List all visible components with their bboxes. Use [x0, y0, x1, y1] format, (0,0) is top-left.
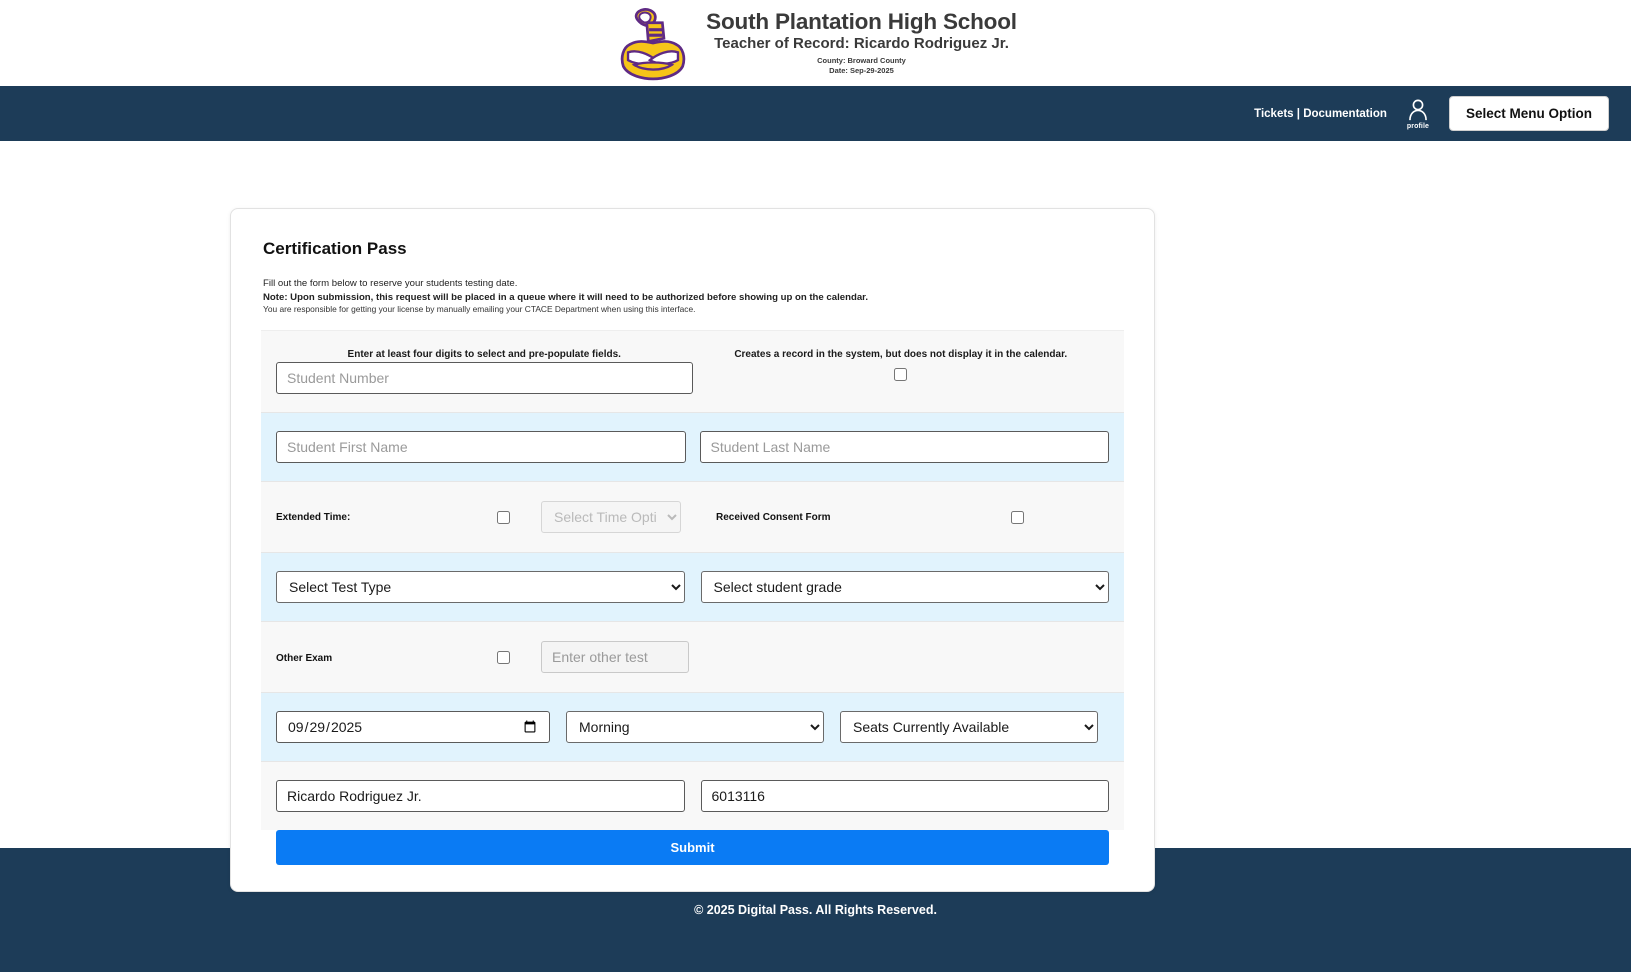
copyright-text: © 2025 Digital Pass. All Rights Reserved. — [694, 903, 937, 917]
header-meta — [706, 56, 1017, 76]
nav-tickets-link[interactable]: Tickets — [1254, 107, 1294, 120]
seats-available-select[interactable] — [840, 711, 1098, 743]
main-navbar — [0, 86, 1631, 141]
county-line: County: Broward County — [817, 55, 906, 65]
teacher-name-input[interactable] — [276, 780, 685, 812]
session-select[interactable] — [566, 711, 824, 743]
extended-time-checkbox[interactable] — [497, 511, 510, 524]
date-line: Date: Sep-29-2025 — [829, 65, 894, 75]
student-first-name-input[interactable] — [276, 431, 686, 463]
teacher-number-input[interactable] — [701, 780, 1110, 812]
page-title: Certification Pass — [263, 239, 407, 258]
row-other-exam — [261, 622, 1124, 693]
select-menu-option-button[interactable]: Select Menu Option — [1449, 96, 1609, 131]
test-type-select[interactable] — [276, 571, 685, 603]
form-rows — [261, 330, 1124, 830]
submit-button[interactable]: Submit — [276, 830, 1109, 865]
row-schedule — [261, 693, 1124, 762]
row-student-names — [261, 413, 1124, 482]
student-number-input[interactable] — [276, 362, 693, 394]
user-profile-icon — [1407, 98, 1429, 122]
description-line-2: Note: Upon submission, this request will be placed in a queue where it will need to be authorized before showing up on the calendar. — [263, 291, 869, 303]
header-text-block — [706, 10, 1017, 76]
school-name: South Plantation High School — [706, 9, 1017, 35]
school-logo-icon — [614, 4, 692, 82]
row-extended-time — [261, 482, 1124, 553]
submit-area — [261, 830, 1124, 891]
student-last-name-input[interactable] — [700, 431, 1110, 463]
other-exam-label: Other Exam — [276, 653, 333, 665]
page-body — [0, 141, 1631, 856]
row-teacher-info — [261, 762, 1124, 830]
nav-links[interactable] — [1254, 108, 1387, 120]
hidden-record-checkbox[interactable] — [894, 368, 907, 381]
nav-separator: | — [1293, 107, 1304, 120]
row-test-selection — [261, 553, 1124, 622]
site-header — [0, 0, 1631, 86]
profile-label: profile — [1406, 122, 1429, 130]
description-line-3: You are responsible for getting your license by manually emailing your CTACE Department when using this interface. — [263, 304, 696, 315]
hint-prepopulate: Enter at least four digits to select and pre-populate fields. — [347, 349, 621, 361]
certification-pass-card — [230, 208, 1155, 892]
student-grade-select[interactable] — [701, 571, 1110, 603]
student-number-hints — [276, 335, 1109, 362]
description-line-1: Fill out the form below to reserve your students testing date. — [263, 278, 518, 289]
extended-time-label: Extended Time: — [276, 511, 351, 523]
hint-hidden-record: Creates a record in the system, but does not display it in the calendar. — [734, 349, 1068, 361]
form-description — [263, 277, 1124, 316]
teacher-of-record: Teacher of Record: Ricardo Rodriguez Jr. — [714, 35, 1009, 53]
test-date-input[interactable] — [276, 711, 550, 743]
time-option-select[interactable] — [541, 501, 681, 533]
row-student-number — [261, 331, 1124, 413]
received-consent-form-checkbox[interactable] — [1011, 511, 1024, 524]
other-test-input[interactable] — [541, 641, 689, 673]
received-consent-form-label: Received Consent Form — [716, 511, 831, 523]
nav-documentation-link[interactable]: Documentation — [1303, 107, 1387, 120]
other-exam-checkbox[interactable] — [497, 651, 510, 664]
profile-menu[interactable] — [1407, 98, 1429, 130]
